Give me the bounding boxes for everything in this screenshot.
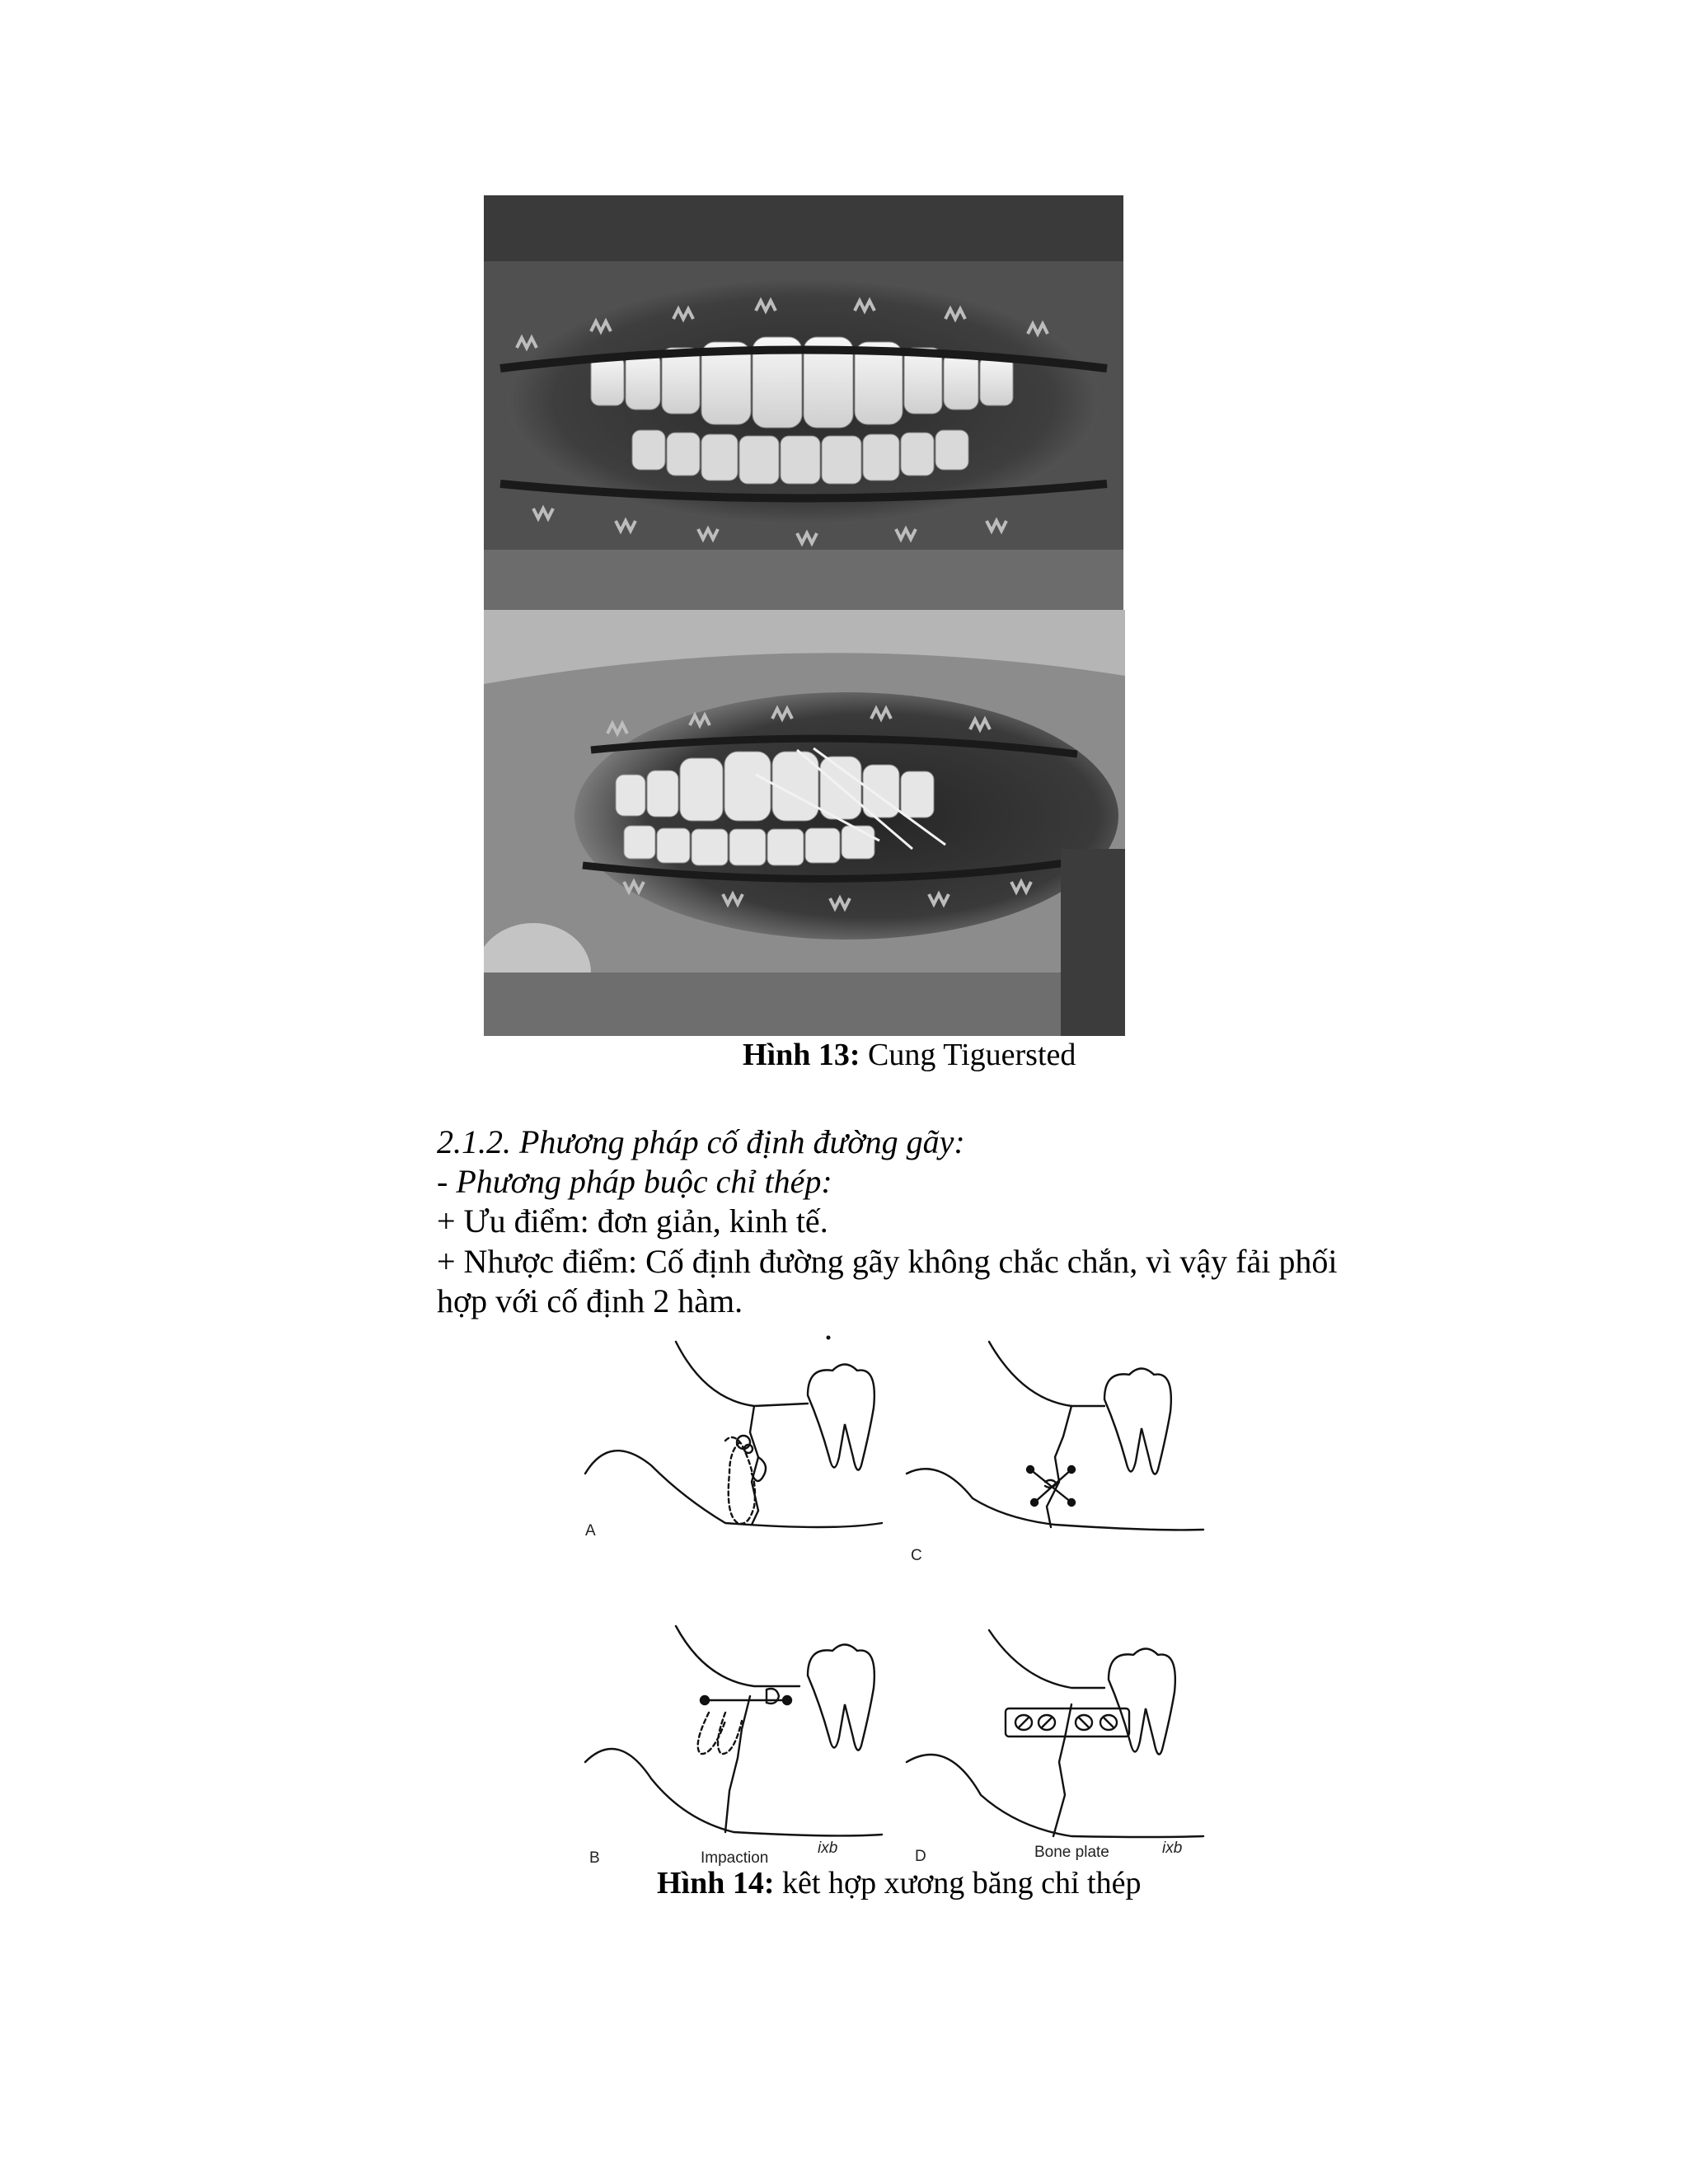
figure-13-caption <box>743 1037 1076 1073</box>
clinical-photo-top <box>484 195 1123 610</box>
figure-14-label: Hình 14: <box>657 1866 775 1900</box>
panel-letter-a: A <box>585 1522 596 1540</box>
advantage-text: + Ưu điểm: đơn giản, kinh tế. <box>437 1202 828 1240</box>
disadvantage-text-line2: hợp với cố định 2 hàm. <box>437 1282 743 1319</box>
panel-d-label: Bone plate <box>1034 1844 1109 1861</box>
figure-14-caption <box>657 1865 1141 1901</box>
panel-d-drawing <box>907 1630 1203 1837</box>
signature-b: ixb <box>818 1840 838 1857</box>
panel-letter-c: C <box>911 1547 922 1564</box>
clinical-photo-bottom <box>484 610 1125 1036</box>
panel-c-drawing <box>907 1342 1203 1530</box>
section-heading: 2.1.2. Phương pháp cố định đường gãy: <box>437 1123 965 1160</box>
method-title: - Phương pháp buộc chỉ thép: <box>437 1163 832 1200</box>
disadvantage-text-line1: + Nhược điểm: Cố định đường gãy không chắc chắn, vì vậy fải phối <box>437 1243 1338 1280</box>
figure-14-text: kêt hợp xương băng chỉ thép <box>774 1866 1142 1900</box>
panel-letter-b: B <box>589 1849 600 1867</box>
wire-osteosynthesis-diagram <box>560 1333 1220 1877</box>
figure-13-text: Cung Tiguersted <box>860 1038 1076 1072</box>
panel-b-label: Impaction <box>701 1849 769 1867</box>
panel-b-drawing <box>585 1626 882 1835</box>
figure-13-label: Hình 13: <box>743 1038 860 1072</box>
panel-a-drawing <box>585 1342 882 1527</box>
panel-letter-d: D <box>915 1848 926 1865</box>
signature-d: ixb <box>1162 1840 1183 1857</box>
